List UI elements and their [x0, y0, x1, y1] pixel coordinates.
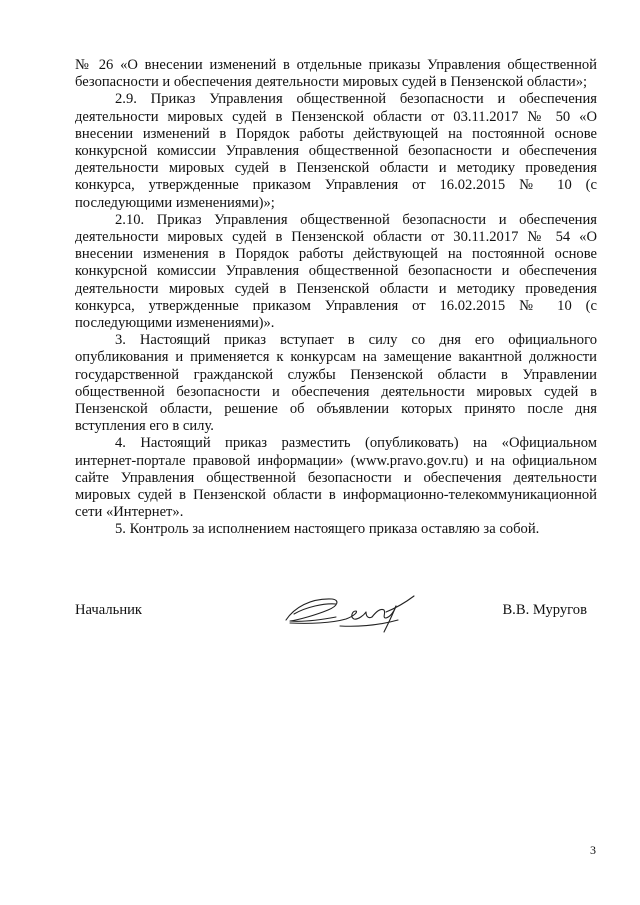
paragraph-item-5: 5. Контроль за исполнением настоящего приказа оставляю за собой. [115, 521, 540, 538]
document-body [75, 57, 597, 539]
paragraph-item-4: 4. Настоящий приказ разместить (опубликовать) на «Официальном интернет-портале правовой информации» (www.pravo.gov.ru) и на официальном сайте Управления общественной безопасности и обеспечения деятельности мировых судей в Пензенской области в информационно-телекоммуникационной сети «Интернет». [75, 435, 597, 521]
signature-block [75, 590, 597, 640]
paragraph-continuation: № 26 «О внесении изменений в отдельные приказы Управления общественной безопасности и обеспечения деятельности мировых судей в Пензенской области»; [75, 57, 597, 91]
paragraph-item-3: 3. Настоящий приказ вступает в силу со дня его официального опубликования и применяется к конкурсам на замещение вакантной должности государственной гражданской службы Пензенской области в Управлении общественной безопасности и обеспечения деятельности мировых судей в Пензенской области, решение об объявлении которых принято после дня вступления его в силу. [75, 332, 597, 435]
signatory-name: В.В. Муругов [502, 602, 587, 618]
signatory-title: Начальник [75, 602, 143, 618]
page-number: 3 [590, 843, 596, 857]
handwritten-signature [280, 590, 420, 636]
paragraph-item-2-9: 2.9. Приказ Управления общественной безопасности и обеспечения деятельности мировых судей в Пензенской области от 03.11.2017 № 50 «О внесении изменений в Порядок работы действующей на постоянной основе конкурсной комиссии Управления общественной безопасности и обеспечения деятельности мировых судей в Пензенской области и методику проведения конкурса, утвержденные приказом Управления от 16.02.2015 № 10 (с последующими изменениями)»; [75, 91, 597, 211]
paragraph-item-2-10: 2.10. Приказ Управления общественной безопасности и обеспечения деятельности мировых судей в Пензенской области от 30.11.2017 № 54 «О внесении изменения в Порядок работы действующей на постоянной основе конкурсной комиссии Управления общественной безопасности и обеспечения деятельности мировых судей в Пензенской области и методику проведения конкурса, утвержденные приказом Управления от 16.02.2015 № 10 (с последующими изменениями)». [75, 211, 597, 332]
